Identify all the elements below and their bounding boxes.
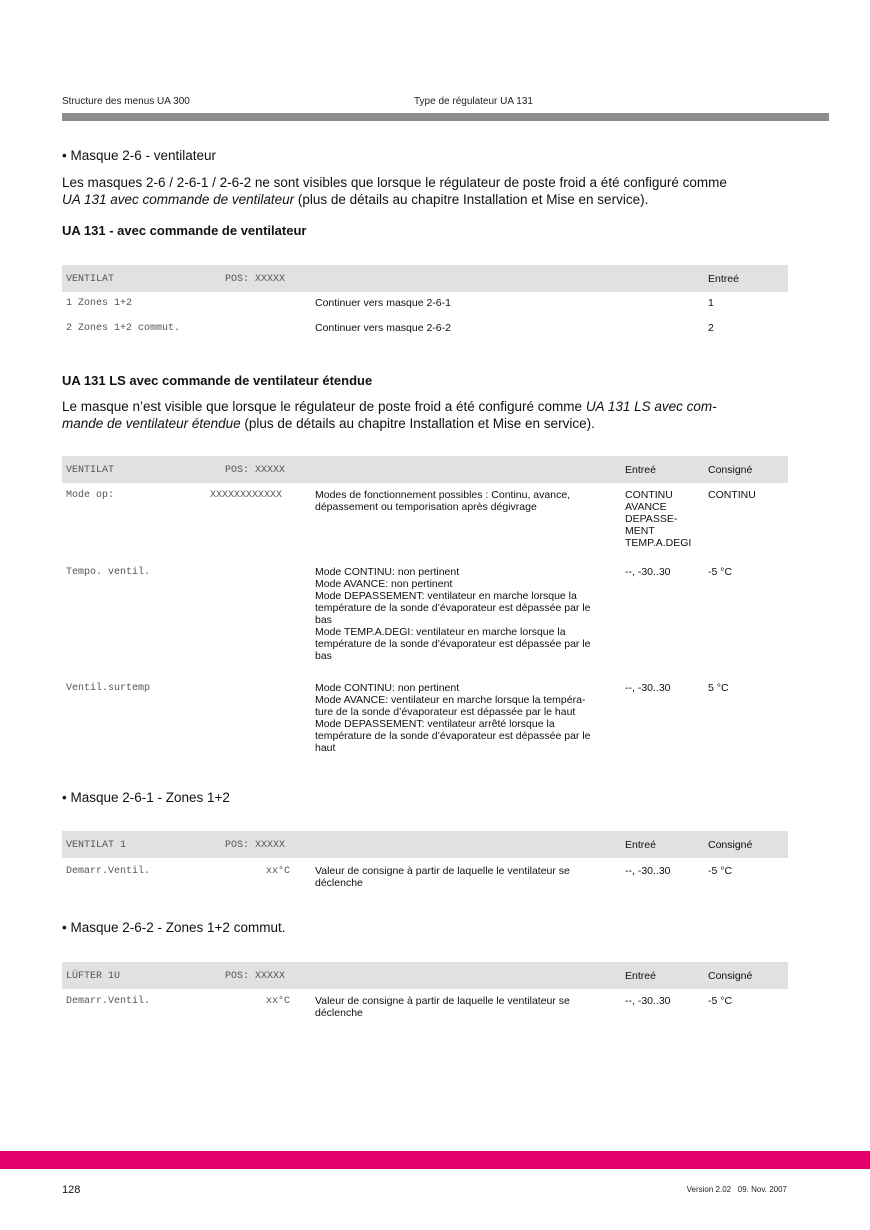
table1-head-name: VENTILAT bbox=[66, 274, 115, 285]
row-consigne: -5 °C bbox=[708, 865, 733, 877]
table3-head-consigne: Consigné bbox=[708, 839, 753, 851]
table3-head-entree: Entreé bbox=[625, 839, 656, 851]
page-number: 128 bbox=[62, 1184, 81, 1196]
table1-head-entree: Entreé bbox=[708, 273, 739, 285]
row-entree: --, -30..30 bbox=[625, 865, 671, 877]
row-desc: Mode CONTINU: non pertinent Mode AVANCE: ventilateur en marche lorsque la tempéra- ture de la sonde d’évaporateur est dépassée par le haut Mode DEPASSEMENT: ventilateur arrêté lorsque la température de la sonde d’évaporateur est dépassée par le haut bbox=[315, 682, 591, 754]
row-entree: --, -30..30 bbox=[625, 995, 671, 1007]
row-pos: XXXXXXXXXXXX bbox=[210, 490, 283, 501]
section2-text-1: Le masque n’est visible que lorsque le régulateur de poste froid a été configuré comme bbox=[62, 399, 586, 414]
section2-paragraph bbox=[62, 398, 802, 432]
row-entree: 2 bbox=[708, 322, 714, 334]
header-bar bbox=[62, 113, 829, 121]
table1-header bbox=[62, 265, 788, 292]
row-desc: Continuer vers masque 2-6-1 bbox=[315, 297, 451, 309]
row-name: 2 Zones 1+2 commut. bbox=[66, 323, 181, 334]
row-desc: Continuer vers masque 2-6-2 bbox=[315, 322, 451, 334]
row-desc: Mode CONTINU: non pertinent Mode AVANCE: non pertinent Mode DEPASSEMENT: ventilateur en marche lorsque la température de la sonde d’évaporateur est dépassée par le bas Mode TEMP.A.DEGI: ventilateur en marche lorsque la température de la sonde d’évaporateur est dépassée par le bas bbox=[315, 566, 591, 662]
row-desc: Valeur de consigne à partir de laquelle le ventilateur se déclenche bbox=[315, 865, 570, 889]
section2-text-2: (plus de détails au chapitre Installation et Mise en service). bbox=[240, 416, 595, 431]
intro-paragraph bbox=[62, 174, 802, 208]
section1-title: UA 131 - avec commande de ventilateur bbox=[62, 223, 307, 238]
section2-italic-1: UA 131 LS avec com- bbox=[585, 399, 717, 414]
section2-italic-2: mande de ventilateur étendue bbox=[62, 416, 241, 431]
row-name: Mode op: bbox=[66, 490, 115, 501]
section2-title: UA 131 LS avec commande de ventilateur étendue bbox=[62, 373, 373, 388]
table-row bbox=[62, 297, 788, 317]
intro-italic: UA 131 avec commande de ventilateur bbox=[62, 192, 295, 207]
header-left: Structure des menus UA 300 bbox=[62, 96, 190, 107]
row-entree: CONTINU AVANCE DEPASSE- MENT TEMP.A.DEGI bbox=[625, 489, 692, 549]
row-consigne: -5 °C bbox=[708, 566, 733, 578]
row-desc: Valeur de consigne à partir de laquelle le ventilateur se déclenche bbox=[315, 995, 570, 1019]
table3-head-name: VENTILAT 1 bbox=[66, 840, 127, 851]
table3-header bbox=[62, 831, 788, 858]
table2-head-pos: POS: XXXXX bbox=[225, 465, 286, 476]
row-name: Tempo. ventil. bbox=[66, 567, 151, 578]
intro-text-1: Les masques 2-6 / 2-6-1 / 2-6-2 ne sont visibles que lorsque le régulateur de poste froid a été configuré comme bbox=[62, 175, 727, 190]
row-consigne: CONTINU bbox=[708, 489, 756, 501]
row-entree: 1 bbox=[708, 297, 714, 309]
row-pos: xx°C bbox=[266, 996, 291, 1007]
table2-head-consigne: Consigné bbox=[708, 464, 753, 476]
bullet-masque-2-6-2: • Masque 2-6-2 - Zones 1+2 commut. bbox=[62, 920, 286, 935]
row-name: Demarr.Ventil. bbox=[66, 996, 151, 1007]
table4-head-pos: POS: XXXXX bbox=[225, 971, 286, 982]
footer-accent-bar bbox=[0, 1151, 870, 1169]
table4-head-name: LÜFTER 1U bbox=[66, 971, 121, 982]
table-row bbox=[62, 489, 788, 559]
table1-head-pos: POS: XXXXX bbox=[225, 274, 286, 285]
table-row bbox=[62, 995, 788, 1025]
table2-head-entree: Entreé bbox=[625, 464, 656, 476]
table-row bbox=[62, 322, 788, 342]
intro-text-2: (plus de détails au chapitre Installation et Mise en service). bbox=[294, 192, 649, 207]
bullet-masque-2-6: • Masque 2-6 - ventilateur bbox=[62, 148, 217, 163]
row-consigne: -5 °C bbox=[708, 995, 733, 1007]
row-consigne: 5 °C bbox=[708, 682, 729, 694]
table2-header bbox=[62, 456, 788, 483]
version-date: Version 2.02 09. Nov. 2007 bbox=[686, 1185, 787, 1194]
bullet-masque-2-6-1: • Masque 2-6-1 - Zones 1+2 bbox=[62, 790, 230, 805]
row-name: Demarr.Ventil. bbox=[66, 866, 151, 877]
table-row bbox=[62, 566, 788, 671]
table3-head-pos: POS: XXXXX bbox=[225, 840, 286, 851]
row-pos: xx°C bbox=[266, 866, 291, 877]
table-row bbox=[62, 682, 788, 762]
table-row bbox=[62, 865, 788, 895]
row-entree: --, -30..30 bbox=[625, 682, 671, 694]
header-center: Type de régulateur UA 131 bbox=[414, 96, 533, 107]
table4-header bbox=[62, 962, 788, 989]
table4-head-consigne: Consigné bbox=[708, 970, 753, 982]
row-name: Ventil.surtemp bbox=[66, 683, 151, 694]
table2-head-name: VENTILAT bbox=[66, 465, 115, 476]
table4-head-entree: Entreé bbox=[625, 970, 656, 982]
row-desc: Modes de fonctionnement possibles : Continu, avance, dépassement ou temporisation après dégivrage bbox=[315, 489, 571, 513]
row-name: 1 Zones 1+2 bbox=[66, 298, 133, 309]
row-entree: --, -30..30 bbox=[625, 566, 671, 578]
